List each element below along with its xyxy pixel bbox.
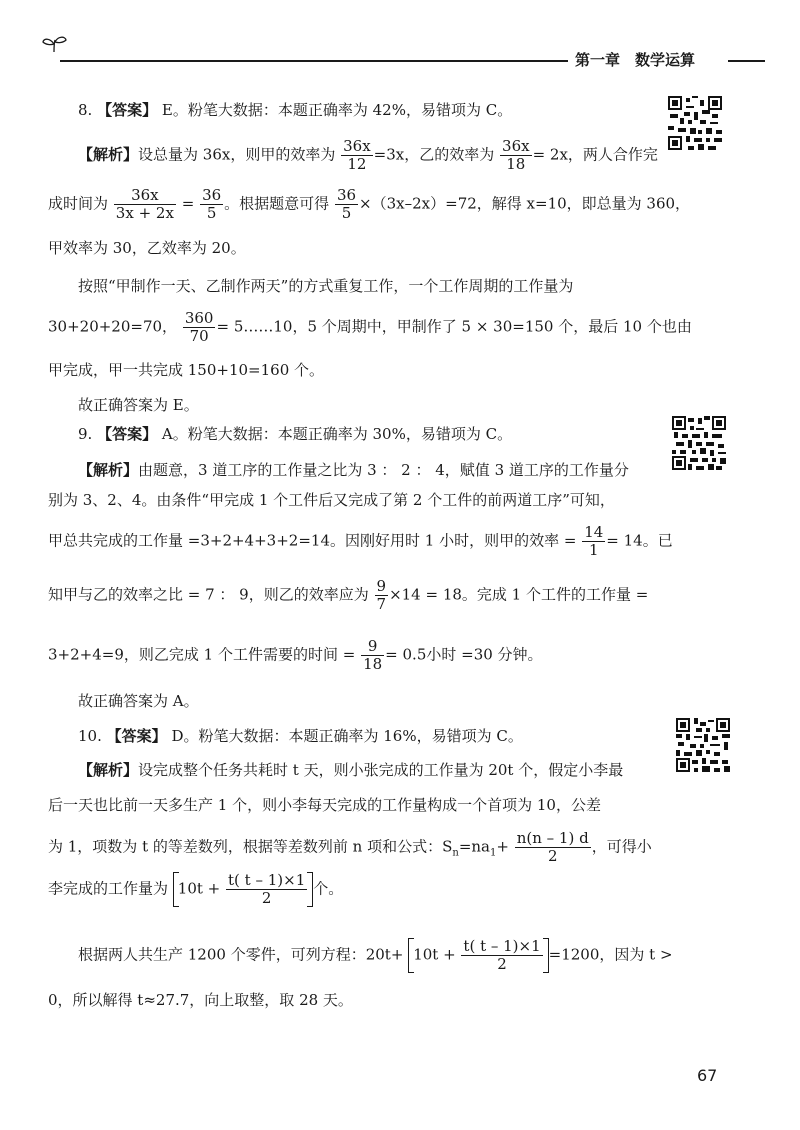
q9-l4-a: 知甲与乙的效率之比 = 7 ： 9，则乙的效率应为 <box>48 585 369 604</box>
q8-l2-c: ×（3x–2x）=72，解得 x=10，即总量为 360， <box>359 194 691 213</box>
chapter-title: 第一章 数学运算 <box>575 51 696 69</box>
q8-fraction-4: $\frac{36}{5}$ <box>202 186 222 222</box>
q10-sub-1: 1 <box>489 847 497 859</box>
q10-answer-body: D。粉笔大数据：本题正确率为 16%，易错项为 C。 <box>171 727 523 745</box>
q8-l1-b: =3x，乙的效率为 <box>373 145 495 164</box>
q9-answer-body: A。粉笔大数据：本题正确率为 30%，易错项为 C。 <box>161 425 513 443</box>
q8-analysis-line-5 <box>48 310 692 345</box>
q8-analysis-label: 【解析】 <box>78 145 139 164</box>
qr-code-icon-q10[interactable] <box>676 718 730 772</box>
page-number: 67 <box>697 1066 718 1085</box>
q10-l3-b: =na <box>458 837 490 856</box>
q10-l5-b: =1200，因为 t > <box>548 945 673 964</box>
q10-analysis-line-5 <box>78 938 673 973</box>
q10-bracket-2: 10t + $\frac{t( t - 1)\times 1}{2}$ <box>408 938 548 973</box>
q10-answer-label: 【答案】 <box>106 727 167 745</box>
q10-bracket-1: 10t + $\frac{t( t - 1)\times 1}{2}$ <box>173 872 313 907</box>
q9-l3-b: = 14。已 <box>606 531 673 550</box>
q8-l2-b: 。根据题意可得 <box>224 194 330 213</box>
q8-answer-body: E。粉笔大数据：本题正确率为 42%，易错项为 C。 <box>161 101 513 119</box>
q8-analysis-line-2 <box>48 187 690 222</box>
q10-analysis-line-6: 0，所以解得 t≈27.7，向上取整，取 28 天。 <box>48 991 353 1009</box>
q9-l1: 由题意，3 道工序的工作量之比为 3 ： 2 ： 4，赋值 3 道工序的工作量分 <box>138 461 629 479</box>
q9-fraction-1: $\frac{14}{1}$ <box>584 523 604 559</box>
q8-l1-a: 设总量为 36x，则甲的效率为 <box>138 145 336 164</box>
q9-number: 9. <box>78 425 93 443</box>
q8-l1-c: = 2x，两人合作完 <box>532 145 658 164</box>
q9-conclusion: 故正确答案为 A。 <box>78 692 199 710</box>
q10-analysis-line-1 <box>78 760 623 780</box>
sprout-logo-icon <box>40 34 70 54</box>
q10-analysis-line-2: 后一天也比前一天多生产 1 个，则小李每天完成的工作量构成一个首项为 10，公差 <box>48 796 601 814</box>
q8-l5-b: = 5……10，5 个周期中，甲制作了 5 × 30=150 个，最后 10 个也由 <box>216 317 692 336</box>
q10-sub-n: n <box>452 847 459 859</box>
q8-answer-label: 【答案】 <box>97 101 158 119</box>
q8-number: 8. <box>78 101 93 119</box>
q10-l4-b: 个。 <box>313 879 344 898</box>
q10-l3-c: + <box>496 837 509 856</box>
q9-l5-a: 3+2+4=9，则乙完成 1 个工件需要的时间 = <box>48 645 356 664</box>
q9-analysis-line-5 <box>48 638 543 673</box>
q8-fraction-1: $\frac{36x}{12}$ <box>343 137 371 173</box>
q8-fraction-6: $\frac{360}{70}$ <box>184 309 214 345</box>
q8-l2-eq: = <box>181 194 195 213</box>
q8-fraction-5: $\frac{36}{5}$ <box>336 186 357 222</box>
q9-fraction-2: $\frac{9}{7}$ <box>376 577 387 613</box>
qr-code-icon-q8[interactable] <box>668 96 722 150</box>
q9-answer-label: 【答案】 <box>97 425 158 443</box>
qr-code-icon-q9[interactable] <box>672 416 726 470</box>
q10-l5-a: 根据两人共生产 1200 个零件，可列方程：20t+ <box>78 945 404 964</box>
q9-analysis-line-2: 别为 3、2、4。由条件“甲完成 1 个工件后又完成了第 2 个工件的前两道工序”可知， <box>48 491 615 509</box>
q10-l1: 设完成整个任务共耗时 t 天，则小张完成的工作量为 20t 个，假定小李最 <box>138 761 624 779</box>
q10-fraction-2: $\frac{t( t - 1)\times 1}{2}$ <box>228 871 306 907</box>
q8-analysis-line-1 <box>78 138 658 173</box>
q10-l3-a: 为 1，项数为 t 的等差数列，根据等差数列前 n 项和公式：S <box>48 837 453 856</box>
q10-analysis-label: 【解析】 <box>78 761 139 779</box>
q9-l4-b: ×14 = 18。完成 1 个工件的工作量 = <box>389 585 649 604</box>
q9-l3-a: 甲总共完成的工作量 =3+2+4+3+2=14。因刚好用时 1 小时，则甲的效率 = <box>48 531 577 550</box>
q9-answer-line <box>78 424 512 444</box>
q10-analysis-line-4 <box>48 872 343 907</box>
header-rule-right <box>728 60 765 62</box>
q8-l2-a: 成时间为 <box>48 194 109 213</box>
q8-fraction-3: $\frac{36x}{3x + 2x}$ <box>115 186 174 222</box>
q8-answer-line <box>78 100 512 120</box>
q9-analysis-label: 【解析】 <box>78 461 139 479</box>
q10-analysis-line-3 <box>48 830 652 865</box>
q10-fraction-3: $\frac{t( t - 1)\times 1}{2}$ <box>463 937 541 973</box>
q10-fraction-1: $\frac{n(n - 1) d}{2}$ <box>516 829 589 865</box>
q8-analysis-line-6: 甲完成，甲一共完成 150+10=160 个。 <box>48 361 325 379</box>
q10-answer-line <box>78 726 523 746</box>
q10-l4-a: 李完成的工作量为 <box>48 879 169 898</box>
q9-analysis-line-3 <box>48 524 673 559</box>
header-rule-left <box>60 60 568 62</box>
q10-l3-d: ，可得小 <box>591 837 652 856</box>
q10-number: 10. <box>78 727 102 745</box>
q8-analysis-line-3: 甲效率为 30，乙效率为 20。 <box>48 239 246 257</box>
q8-conclusion: 故正确答案为 E。 <box>78 396 199 414</box>
q9-analysis-line-4 <box>48 578 648 613</box>
q8-analysis-line-4: 按照“甲制作一天、乙制作两天”的方式重复工作，一个工作周期的工作量为 <box>78 277 574 295</box>
q9-fraction-3: $\frac{9}{18}$ <box>363 637 383 673</box>
q8-l5-a: 30+20+20=70， <box>48 317 178 336</box>
q8-fraction-2: $\frac{36x}{18}$ <box>502 137 530 173</box>
q9-analysis-line-1 <box>78 460 629 480</box>
q9-l5-b: = 0.5小时 =30 分钟。 <box>385 645 543 664</box>
